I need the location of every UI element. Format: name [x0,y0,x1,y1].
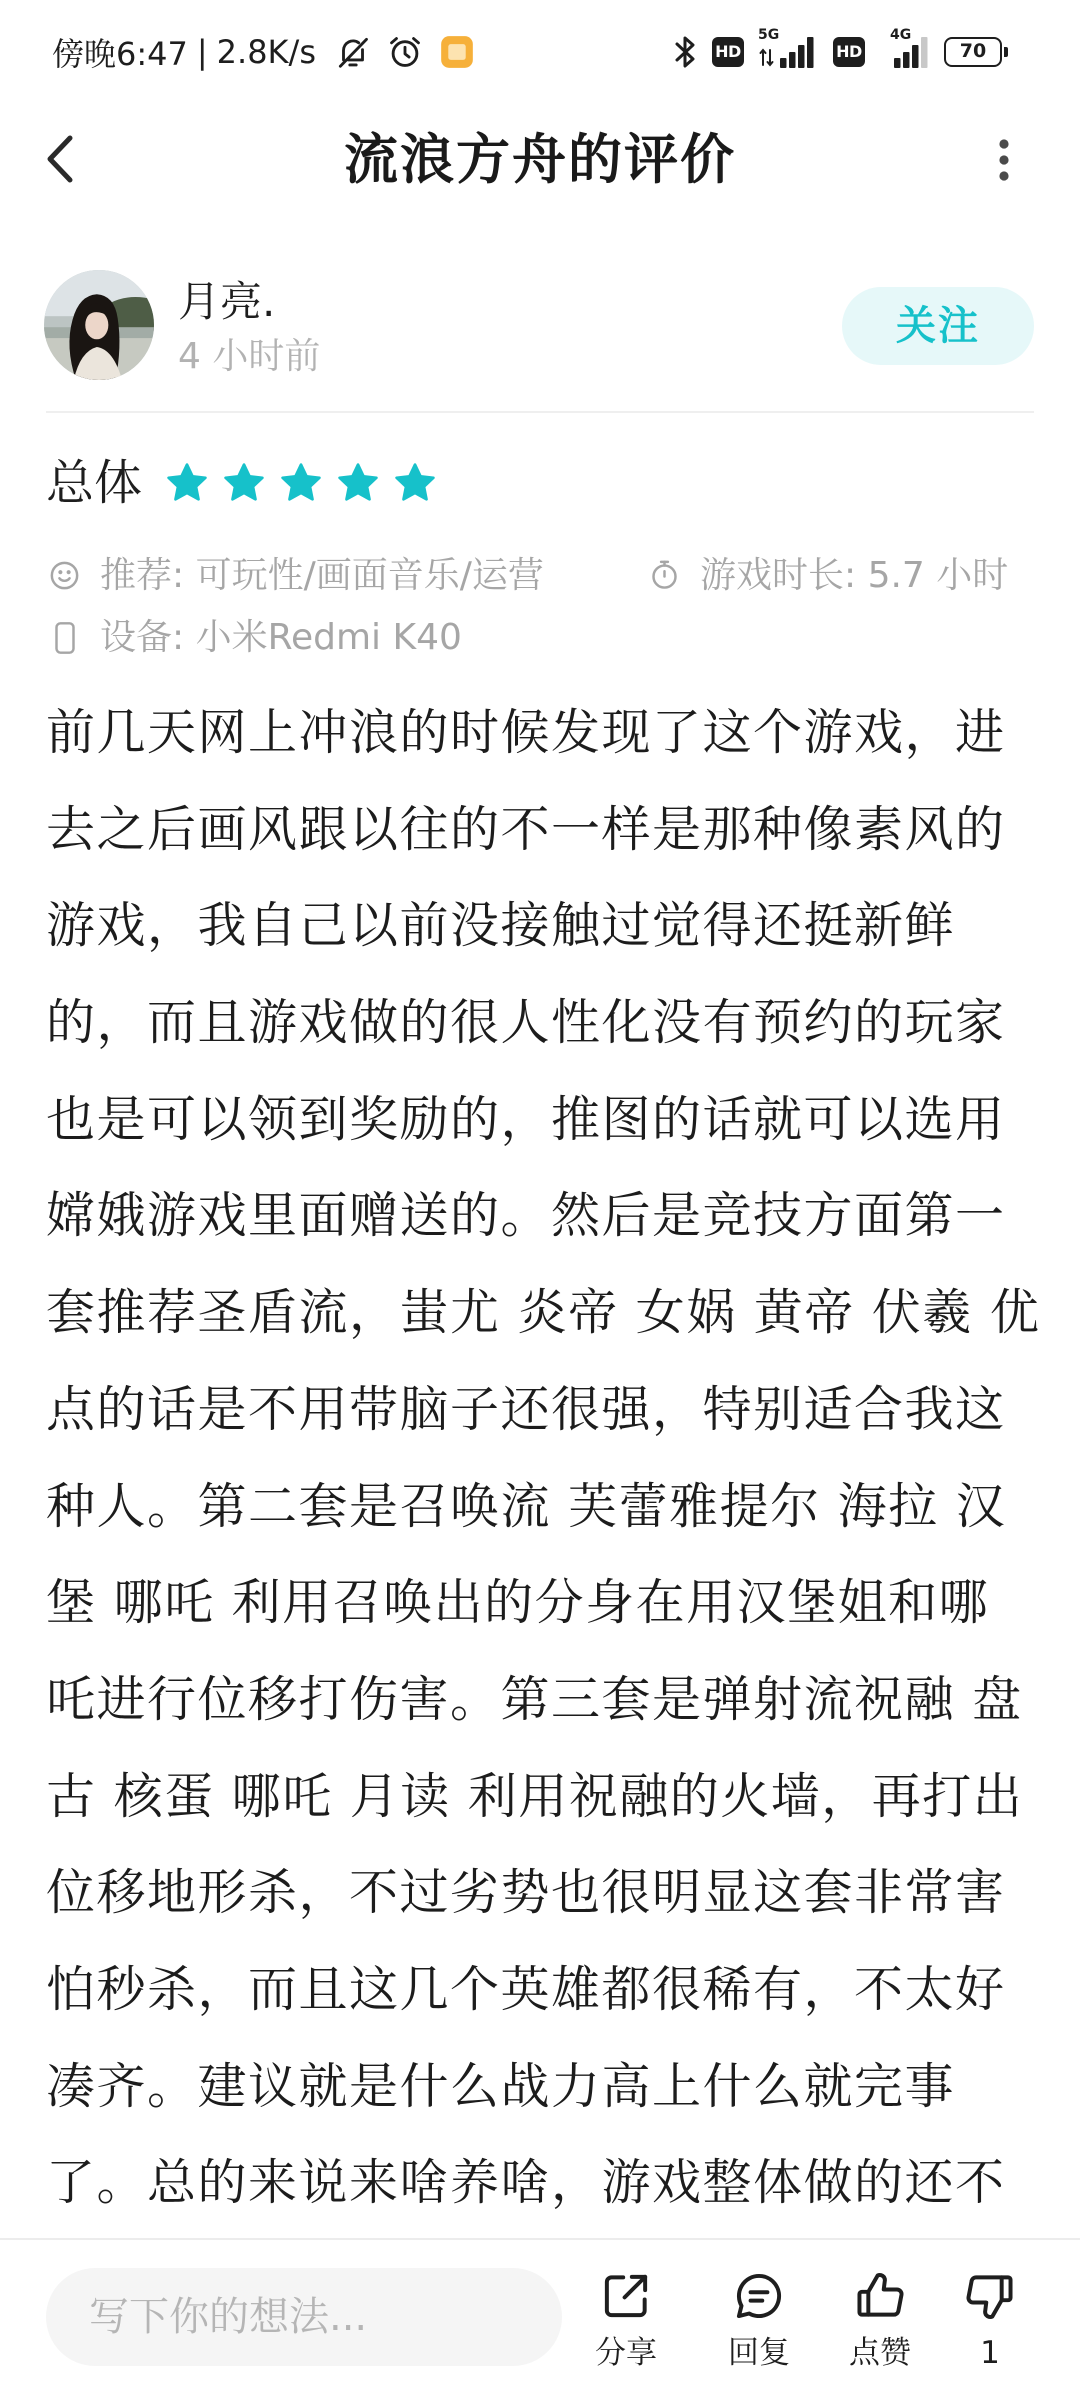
share-label: 分享 [595,2335,657,2371]
network-speed: 2.8K/s [216,33,316,71]
bottom-action-bar [0,2238,1080,2400]
status-separator: | [196,33,208,71]
mute-bell-icon [334,33,372,71]
like-button[interactable] [825,2268,935,2394]
review-body [46,685,1046,2232]
status-left-group [52,28,476,76]
star-rating [164,460,438,506]
post-time: 4 小时前 [178,336,321,377]
comment-bubble-icon [731,2268,787,2324]
more-options-button[interactable] [984,130,1024,190]
status-bar [0,0,1080,100]
share-icon [598,2268,654,2324]
back-button[interactable] [36,126,88,192]
review-text-line: 游戏，我自己以前没接触过觉得还挺新鲜 [46,897,956,955]
battery-nub [1004,47,1008,57]
play-time: 游戏时长: 5.7 小时 [700,555,1009,596]
cell-signal-2 [870,28,932,72]
review-text-line: 古 核蛋 哪吒 月读 利用祝融的火墙，再打出 [46,1767,1024,1825]
rating-label: 总体 [46,455,143,511]
battery-indicator [944,37,1002,67]
battery-level: 70 [959,40,987,62]
stopwatch-icon [648,558,681,591]
like-label: 点赞 [849,2335,911,2371]
hd-voice-badge-1: HD [712,37,744,67]
star-icon [392,460,438,506]
alarm-clock-icon [386,33,424,71]
review-text-line: 点的话是不用带脑子还很强，特别适合我这 [46,1380,1006,1438]
bluetooth-icon [672,33,698,71]
review-text-line: 凑齐。建议就是什么战力高上什么就完事 [46,2057,956,2115]
app-notification-icon [438,33,476,71]
share-button[interactable] [571,2268,681,2394]
review-text-line: 了。总的来说来啥养啥，游戏整体做的还不 [46,2154,1006,2212]
clock-time: 傍晚6:47 [52,35,188,73]
dislike-button[interactable] [935,2268,1045,2394]
star-icon [278,460,324,506]
page-title: 流浪方舟的评价 [344,128,736,191]
author-name[interactable]: 月亮. [178,277,276,326]
follow-button[interactable]: 关注 [842,287,1034,365]
review-text-line: 嫦娥游戏里面赠送的。然后是竞技方面第一 [46,1187,1006,1245]
avatar-photo [44,270,154,380]
comment-input[interactable] [46,2268,562,2366]
phone-icon [54,621,76,655]
star-icon [335,460,381,506]
network-type-label: 4G [890,27,912,43]
back-arrow-icon [36,126,88,192]
thumbs-down-icon [962,2268,1018,2324]
review-text-line: 吒进行位移打伤害。第三套是弹射流祝融 盘 [46,1670,1023,1728]
cell-signal-1 [756,28,820,72]
thumbs-up-icon [852,2268,908,2324]
review-text-line: 种人。第二套是召唤流 芙蕾雅提尔 海拉 汉 [46,1477,1007,1535]
dislike-count: 1 [980,2335,1000,2371]
reply-button[interactable] [704,2268,814,2394]
avatar[interactable] [44,270,154,380]
review-text-line: 套推荐圣盾流，蚩尤 炎帝 女娲 黄帝 伏羲 优 [46,1284,1041,1342]
review-text-line: 前几天网上冲浪的时候发现了这个游戏，进 [46,704,1006,761]
star-icon [221,460,267,506]
review-text-line: 位移地形杀，不过劣势也很明显这套非常害 [46,1864,1006,1922]
recommend-tags: 推荐: 可玩性/画面音乐/运营 [100,555,544,596]
star-icon [164,460,210,506]
divider [46,411,1034,413]
review-text-line: 怕秒杀，而且这几个英雄都很稀有，不太好 [46,1960,1006,2018]
reply-label: 回复 [728,2335,790,2371]
more-vertical-icon [984,130,1024,190]
review-text-line: 的，而且游戏做的很人性化没有预约的玩家 [46,994,1006,1052]
review-text-line: 去之后画风跟以往的不一样是那种像素风的 [46,800,1006,858]
review-text-line: 堡 哪吒 利用召唤出的分身在用汉堡姐和哪 [46,1574,990,1632]
smiley-icon [48,559,81,592]
review-text-line: 也是可以领到奖励的，推图的话就可以选用 [46,1090,1006,1148]
network-type-label: 5G [758,27,780,43]
hd-voice-badge-2: HD [833,37,865,67]
device-info: 设备: 小米Redmi K40 [100,617,462,658]
